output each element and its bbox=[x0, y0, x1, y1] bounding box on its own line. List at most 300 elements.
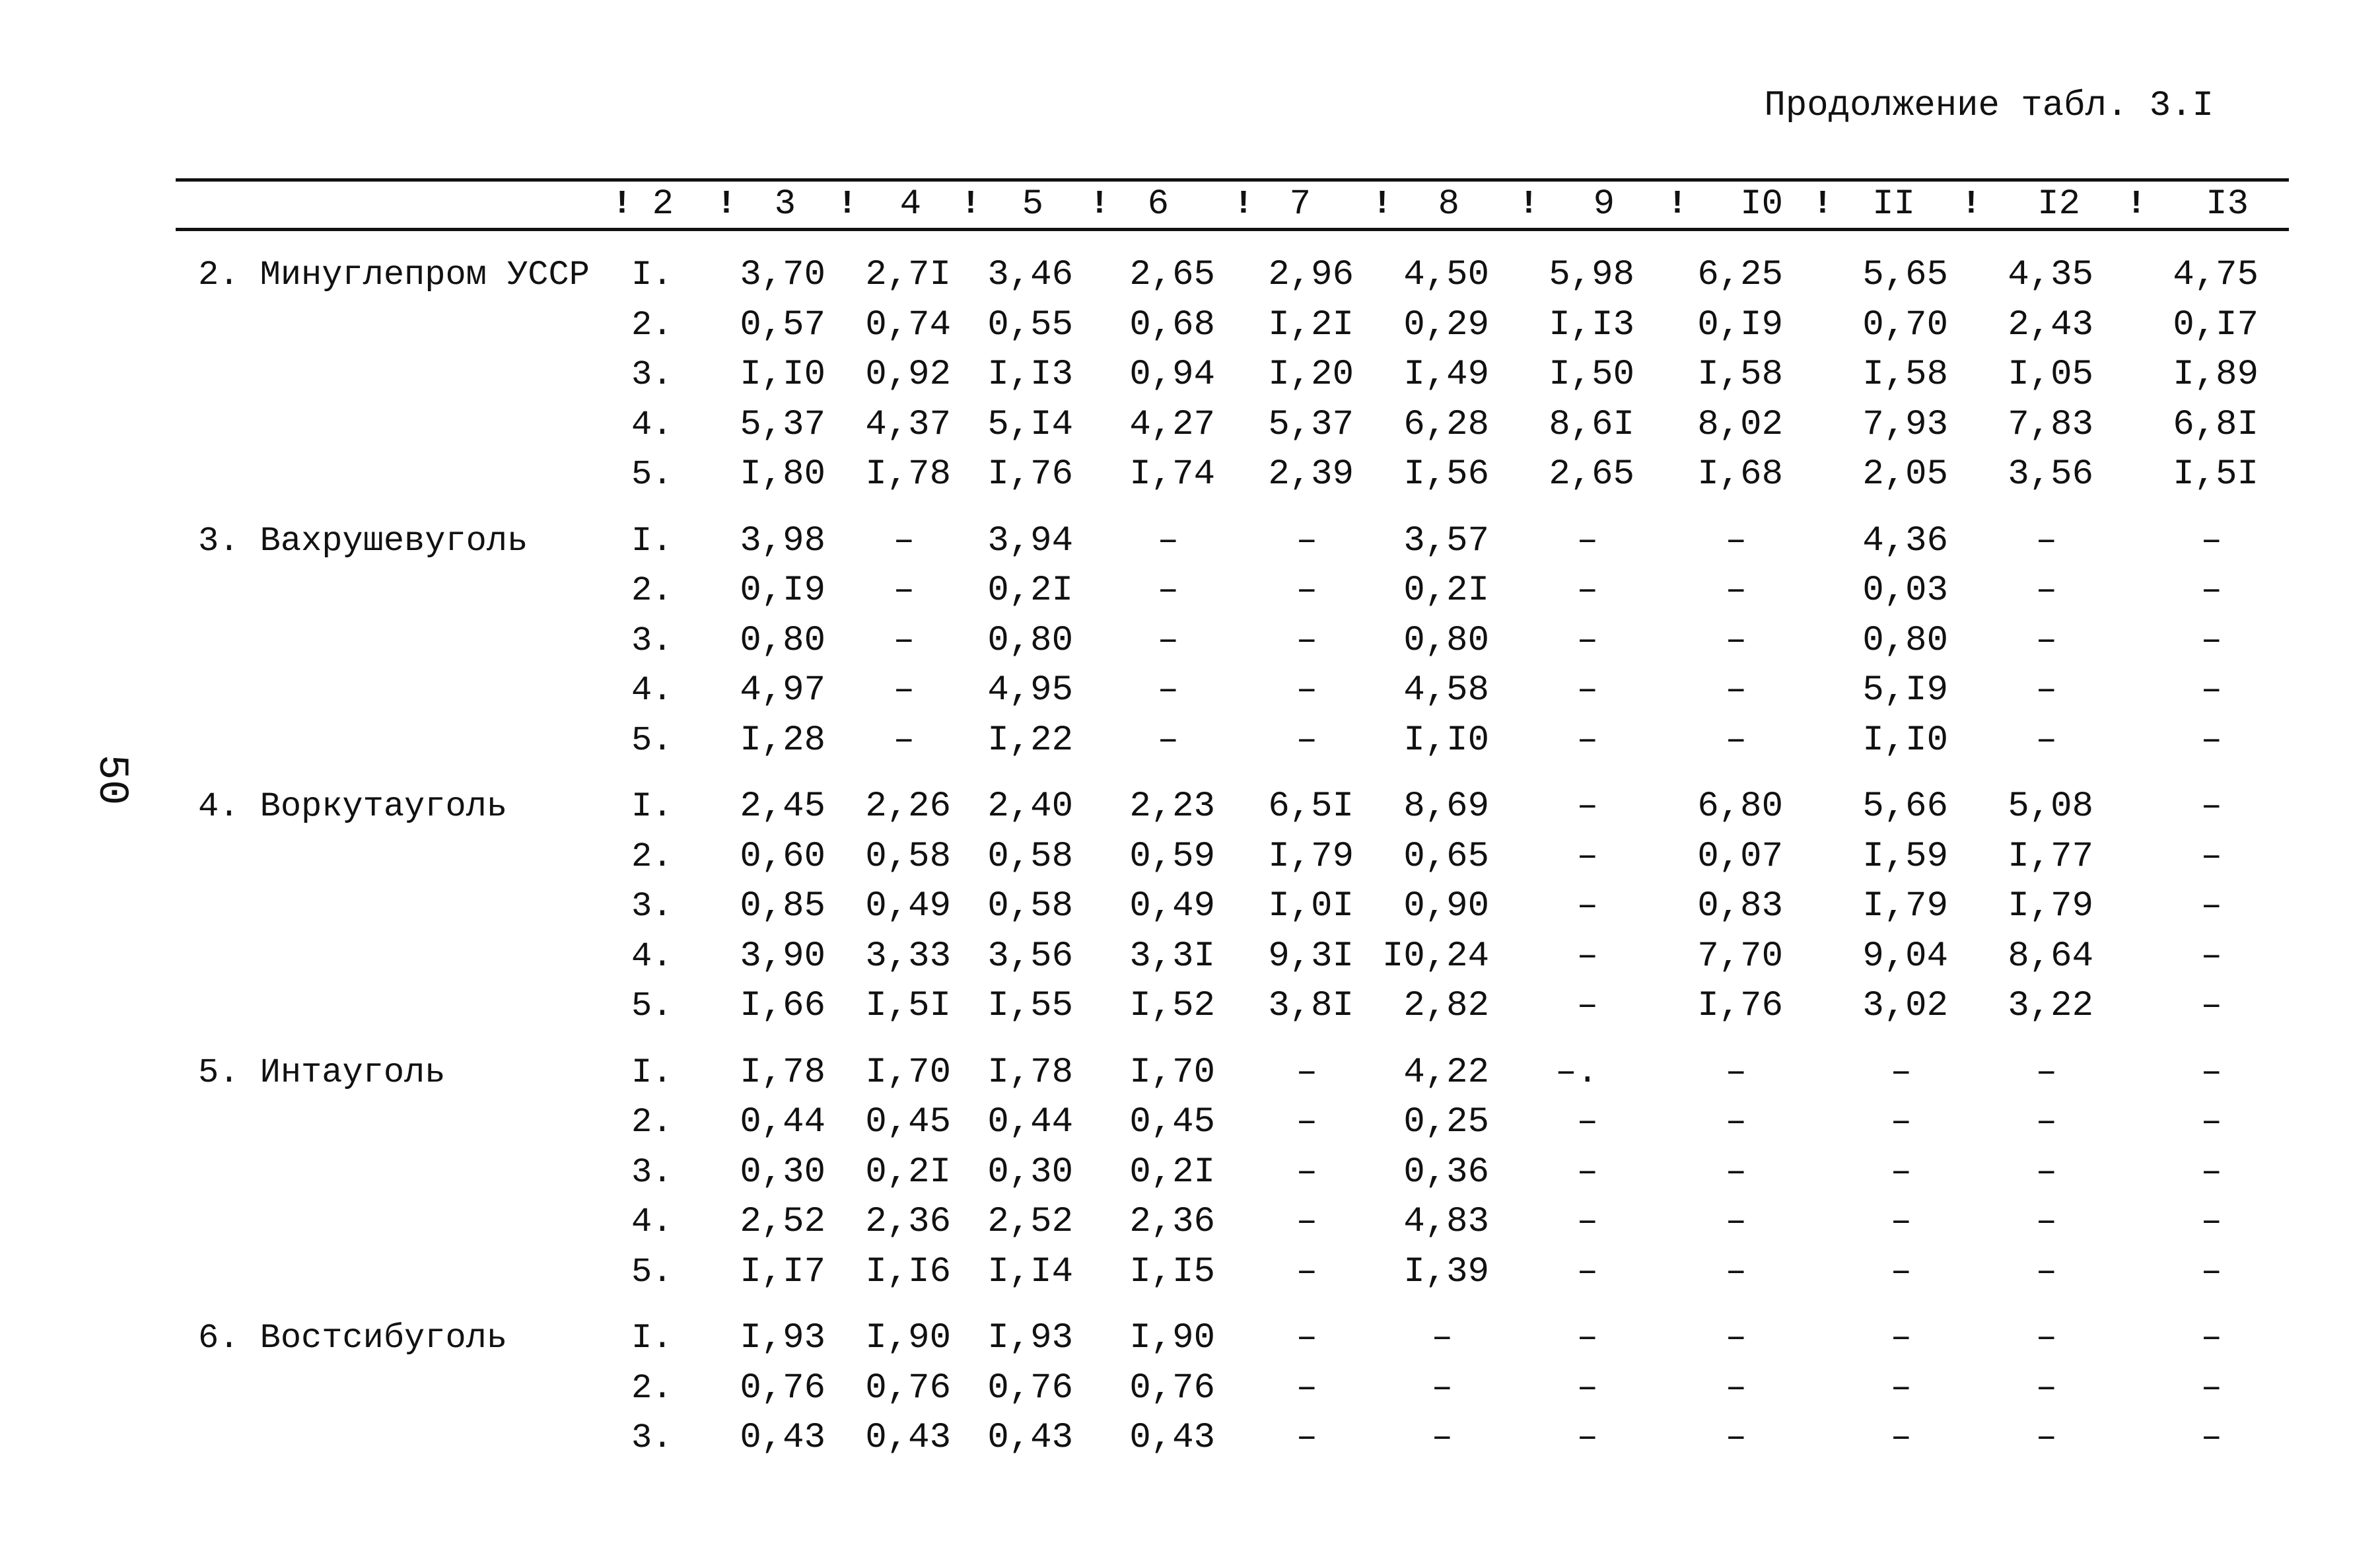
table-cell: I,50 bbox=[1549, 355, 1634, 395]
table-cell: I,80 bbox=[740, 454, 825, 495]
table-cell: 0,44 bbox=[987, 1102, 1073, 1142]
table-cell: – bbox=[1725, 1251, 1747, 1292]
table-cell: 0,2I bbox=[1129, 1152, 1215, 1193]
table-cell: 2,65 bbox=[1549, 454, 1634, 495]
table-cell: – bbox=[1576, 936, 1598, 977]
table-cell: – bbox=[1725, 1202, 1747, 1242]
table-cell: – bbox=[1890, 1152, 1912, 1193]
table-cell: I,89 bbox=[2173, 355, 2258, 395]
table-cell: – bbox=[1576, 571, 1598, 611]
table-cell: 8,69 bbox=[1403, 786, 1489, 827]
table-cell: – bbox=[1725, 1368, 1747, 1408]
table-cell: – bbox=[2200, 886, 2222, 926]
table-cell: I,2I bbox=[1268, 304, 1354, 345]
table-cell: 0,90 bbox=[1403, 886, 1489, 926]
table-cell: I,90 bbox=[1129, 1318, 1215, 1358]
table-cell: I,79 bbox=[1268, 836, 1354, 877]
table-cell: 6,28 bbox=[1403, 404, 1489, 445]
row-number: 5. bbox=[631, 987, 673, 1025]
table-cell: 0,I7 bbox=[2173, 304, 2258, 345]
table-cell: 2,52 bbox=[740, 1202, 825, 1242]
table-cell: – bbox=[2200, 1318, 2222, 1358]
page-number: 50 bbox=[87, 754, 135, 806]
row-number: I. bbox=[631, 1319, 673, 1358]
table-cell: 5,37 bbox=[740, 404, 825, 445]
table-cell: 0,58 bbox=[865, 836, 951, 877]
row-number: 2. bbox=[631, 837, 673, 876]
table-cell: 0,58 bbox=[987, 886, 1073, 926]
table-cell: I,70 bbox=[1129, 1052, 1215, 1093]
table-cell: 0,43 bbox=[1129, 1418, 1215, 1458]
column-header-4: 4 bbox=[899, 184, 921, 225]
table-cell: I,59 bbox=[1862, 836, 1948, 877]
table-cell: 4,37 bbox=[865, 404, 951, 445]
table-cell: – bbox=[1296, 1318, 1317, 1358]
table-cell: 4,35 bbox=[2008, 255, 2093, 295]
table-cell: – bbox=[1431, 1368, 1453, 1408]
table-cell: – bbox=[1725, 620, 1747, 661]
table-cell: 9,3I bbox=[1268, 936, 1354, 977]
table-cell: – bbox=[1725, 1152, 1747, 1193]
table-cell: 4,22 bbox=[1403, 1052, 1489, 1093]
table-cell: – bbox=[2200, 520, 2222, 561]
table-cell: 2,52 bbox=[987, 1202, 1073, 1242]
table-cell: 2,7I bbox=[865, 255, 951, 295]
table-cell: – bbox=[2200, 936, 2222, 977]
table-cell: I,39 bbox=[1403, 1251, 1489, 1292]
table-cell: – bbox=[2200, 670, 2222, 711]
group-title: 6. Востсибуголь bbox=[198, 1319, 508, 1358]
group-title: 5. Интауголь bbox=[198, 1053, 446, 1092]
column-separator: ! bbox=[1813, 186, 1833, 223]
table-cell: 3,46 bbox=[987, 255, 1073, 295]
table-cell: 0,29 bbox=[1403, 304, 1489, 345]
table-cell: 0,45 bbox=[865, 1102, 951, 1142]
table-cell: I,93 bbox=[987, 1318, 1073, 1358]
table-cell: – bbox=[1576, 670, 1598, 711]
table-cell: – bbox=[1296, 1251, 1317, 1292]
column-header-2: 2 bbox=[652, 184, 674, 225]
table-cell: I,58 bbox=[1862, 355, 1948, 395]
table-cell: – bbox=[1576, 836, 1598, 877]
group-title: 4. Воркутауголь bbox=[198, 787, 508, 826]
table-cell: I,I0 bbox=[740, 355, 825, 395]
row-number: 2. bbox=[631, 1368, 673, 1408]
table-cell: – bbox=[2200, 1152, 2222, 1193]
column-separator: ! bbox=[1961, 186, 1982, 223]
table-cell: – bbox=[1157, 520, 1179, 561]
table-cell: 0,I9 bbox=[740, 571, 825, 611]
table-cell: 0,55 bbox=[987, 304, 1073, 345]
table-cell: 7,93 bbox=[1862, 404, 1948, 445]
column-separator: ! bbox=[612, 186, 633, 223]
table-cell: 5,66 bbox=[1862, 786, 1948, 827]
table-cell: 3,56 bbox=[2008, 454, 2093, 495]
table-cell: I,90 bbox=[865, 1318, 951, 1358]
table-cell: – bbox=[1157, 720, 1179, 761]
table-cell: – bbox=[2035, 1418, 2057, 1458]
table-cell: 0,60 bbox=[740, 836, 825, 877]
table-cell: 0,85 bbox=[740, 886, 825, 926]
table-cell: I,76 bbox=[987, 454, 1073, 495]
table-cell: I,78 bbox=[987, 1052, 1073, 1093]
table-cell: – bbox=[1296, 1202, 1317, 1242]
table-cell: – bbox=[1576, 786, 1598, 827]
table-cell: 2,45 bbox=[740, 786, 825, 827]
table-cell: – bbox=[1157, 571, 1179, 611]
table-cell: I,77 bbox=[2008, 836, 2093, 877]
table-cell: – bbox=[1576, 1152, 1598, 1193]
table-cell: I,I3 bbox=[1549, 304, 1634, 345]
table-cell: – bbox=[1576, 1202, 1598, 1242]
table-cell: 0,80 bbox=[740, 620, 825, 661]
table-cell: 4,50 bbox=[1403, 255, 1489, 295]
table-cell: – bbox=[1576, 720, 1598, 761]
table-cell: I,76 bbox=[1697, 986, 1783, 1026]
table-cell: 3,94 bbox=[987, 520, 1073, 561]
column-header-7: 7 bbox=[1289, 184, 1311, 225]
table-cell: 0,57 bbox=[740, 304, 825, 345]
table-cell: – bbox=[893, 571, 915, 611]
table-cell: – bbox=[2035, 1102, 2057, 1142]
table-cell: I,I0 bbox=[1403, 720, 1489, 761]
table-cell: 0,49 bbox=[1129, 886, 1215, 926]
table-cell: 4,36 bbox=[1862, 520, 1948, 561]
table-cell: 2,65 bbox=[1129, 255, 1215, 295]
row-number: 4. bbox=[631, 405, 673, 444]
table-cell: 4,75 bbox=[2173, 255, 2258, 295]
table-cell: I,22 bbox=[987, 720, 1073, 761]
table-cell: 2,43 bbox=[2008, 304, 2093, 345]
table-cell: – bbox=[1576, 1251, 1598, 1292]
table-cell: 0,74 bbox=[865, 304, 951, 345]
table-cell: 2,40 bbox=[987, 786, 1073, 827]
group-title: 2. Минуглепром УССР bbox=[198, 256, 590, 295]
table-cell: 0,2I bbox=[987, 571, 1073, 611]
table-cell: – bbox=[2200, 986, 2222, 1026]
table-cell: – bbox=[2200, 1251, 2222, 1292]
column-header-5: 5 bbox=[1022, 184, 1043, 225]
table-cell: I,79 bbox=[2008, 886, 2093, 926]
table-cell: 0,94 bbox=[1129, 355, 1215, 395]
table-cell: – bbox=[1576, 986, 1598, 1026]
table-cell: 3,70 bbox=[740, 255, 825, 295]
row-number: 5. bbox=[631, 720, 673, 760]
column-separator: ! bbox=[1519, 186, 1539, 223]
table-cell: 3,90 bbox=[740, 936, 825, 977]
column-header-II: II bbox=[1872, 184, 1915, 225]
table-cell: I,I0 bbox=[1862, 720, 1948, 761]
table-cell: 7,70 bbox=[1697, 936, 1783, 977]
table-cell: I,78 bbox=[740, 1052, 825, 1093]
table-cell: – bbox=[2200, 1052, 2222, 1093]
table-cell: – bbox=[893, 620, 915, 661]
table-cell: I,I6 bbox=[865, 1251, 951, 1292]
table-cell: – bbox=[1725, 670, 1747, 711]
table-cell: – bbox=[1296, 1368, 1317, 1408]
table-cell: 4,95 bbox=[987, 670, 1073, 711]
table-cell: I,56 bbox=[1403, 454, 1489, 495]
table-cell: – bbox=[2200, 620, 2222, 661]
table-cell: – bbox=[1890, 1418, 1912, 1458]
table-cell: 0,49 bbox=[865, 886, 951, 926]
table-cell: – bbox=[1296, 520, 1317, 561]
table-cell: – bbox=[1157, 620, 1179, 661]
table-cell: – bbox=[1431, 1318, 1453, 1358]
table-cell: 0,44 bbox=[740, 1102, 825, 1142]
table-cell: – bbox=[1576, 520, 1598, 561]
row-number: 3. bbox=[631, 355, 673, 394]
table-cell: 6,25 bbox=[1697, 255, 1783, 295]
table-cell: I,I4 bbox=[987, 1251, 1073, 1292]
column-header-I0: I0 bbox=[1740, 184, 1783, 225]
table-cell: I,78 bbox=[865, 454, 951, 495]
table-cell: 0,36 bbox=[1403, 1152, 1489, 1193]
row-number: 2. bbox=[631, 1103, 673, 1142]
table-header-rule bbox=[176, 228, 2289, 231]
table-cell: – bbox=[2035, 520, 2057, 561]
table-cell: 8,64 bbox=[2008, 936, 2093, 977]
table-cell: 0,76 bbox=[865, 1368, 951, 1408]
table-cell: I,93 bbox=[740, 1318, 825, 1358]
table-cell: – bbox=[1296, 571, 1317, 611]
table-cell: – bbox=[2035, 670, 2057, 711]
table-cell: – bbox=[1576, 886, 1598, 926]
column-separator: ! bbox=[1667, 186, 1688, 223]
table-cell: – bbox=[1296, 720, 1317, 761]
table-cell: 4,58 bbox=[1403, 670, 1489, 711]
row-number: I. bbox=[631, 256, 673, 295]
table-cell: 0,43 bbox=[865, 1418, 951, 1458]
table-cell: I,52 bbox=[1129, 986, 1215, 1026]
table-cell: 5,I4 bbox=[987, 404, 1073, 445]
table-cell: – bbox=[2200, 1202, 2222, 1242]
table-cell: I,28 bbox=[740, 720, 825, 761]
table-cell: 2,26 bbox=[865, 786, 951, 827]
table-cell: 8,6I bbox=[1549, 404, 1634, 445]
table-cell: – bbox=[1890, 1202, 1912, 1242]
table-cell: 0,43 bbox=[740, 1418, 825, 1458]
table-cell: 4,97 bbox=[740, 670, 825, 711]
row-number: 5. bbox=[631, 455, 673, 494]
table-cell: 6,80 bbox=[1697, 786, 1783, 827]
table-cell: 3,98 bbox=[740, 520, 825, 561]
table-cell: I,0I bbox=[1268, 886, 1354, 926]
table-cell: 0,80 bbox=[1862, 620, 1948, 661]
table-cell: – bbox=[1890, 1368, 1912, 1408]
table-cell: – bbox=[1576, 1318, 1598, 1358]
column-header-3: 3 bbox=[774, 184, 796, 225]
table-cell: I,66 bbox=[740, 986, 825, 1026]
table-cell: I,58 bbox=[1697, 355, 1783, 395]
table-cell: – bbox=[1725, 1418, 1747, 1458]
column-separator: ! bbox=[961, 186, 981, 223]
column-header-I3: I3 bbox=[2206, 184, 2249, 225]
table-cell: 4,83 bbox=[1403, 1202, 1489, 1242]
table-cell: 5,08 bbox=[2008, 786, 2093, 827]
table-cell: – bbox=[2200, 1102, 2222, 1142]
table-cell: – bbox=[2035, 620, 2057, 661]
table-cell: – bbox=[1296, 1052, 1317, 1093]
table-cell: – bbox=[2035, 571, 2057, 611]
table-cell: I,68 bbox=[1697, 454, 1783, 495]
table-cell: 3,02 bbox=[1862, 986, 1948, 1026]
row-number: I. bbox=[631, 521, 673, 561]
row-number: 5. bbox=[631, 1252, 673, 1292]
table-cell: I,05 bbox=[2008, 355, 2093, 395]
table-cell: 0,30 bbox=[740, 1152, 825, 1193]
table-cell: I,55 bbox=[987, 986, 1073, 1026]
table-cell: – bbox=[1431, 1418, 1453, 1458]
table-cell: – bbox=[893, 670, 915, 711]
table-cell: – bbox=[1296, 620, 1317, 661]
table-cell: 0,76 bbox=[987, 1368, 1073, 1408]
table-cell: 0,03 bbox=[1862, 571, 1948, 611]
table-cell: I,20 bbox=[1268, 355, 1354, 395]
table-cell: 3,56 bbox=[987, 936, 1073, 977]
table-cell: – bbox=[1576, 1102, 1598, 1142]
column-separator: ! bbox=[2126, 186, 2147, 223]
row-number: 3. bbox=[631, 621, 673, 660]
table-cell: I,I5 bbox=[1129, 1251, 1215, 1292]
table-cell: – bbox=[2035, 1251, 2057, 1292]
table-cell: I0,24 bbox=[1382, 936, 1489, 977]
row-number: 2. bbox=[631, 305, 673, 345]
table-cell: 5,I9 bbox=[1862, 670, 1948, 711]
column-header-I2: I2 bbox=[2037, 184, 2080, 225]
table-cell: 2,36 bbox=[865, 1202, 951, 1242]
table-cell: 2,05 bbox=[1862, 454, 1948, 495]
group-title: 3. Вахрушевуголь bbox=[198, 521, 528, 561]
table-cell: 0,I9 bbox=[1697, 304, 1783, 345]
table-cell: I,79 bbox=[1862, 886, 1948, 926]
table-cell: I,5I bbox=[865, 986, 951, 1026]
table-cell: – bbox=[893, 720, 915, 761]
column-header-6: 6 bbox=[1147, 184, 1169, 225]
row-number: 3. bbox=[631, 1418, 673, 1457]
table-cell: – bbox=[2200, 571, 2222, 611]
table-cell: 0,76 bbox=[740, 1368, 825, 1408]
table-cell: 0,58 bbox=[987, 836, 1073, 877]
table-cell: 0,2I bbox=[865, 1152, 951, 1193]
table-cell: 0,80 bbox=[1403, 620, 1489, 661]
table-cell: 0,30 bbox=[987, 1152, 1073, 1193]
table-cell: 0,80 bbox=[987, 620, 1073, 661]
row-number: 3. bbox=[631, 1152, 673, 1192]
table-cell: – bbox=[2200, 1368, 2222, 1408]
row-number: 4. bbox=[631, 936, 673, 976]
table-cell: I,49 bbox=[1403, 355, 1489, 395]
row-number: I. bbox=[631, 787, 673, 826]
table-cell: 0,70 bbox=[1862, 304, 1948, 345]
table-cell: 8,02 bbox=[1697, 404, 1783, 445]
table-cell: I,74 bbox=[1129, 454, 1215, 495]
continuation-caption: Продолжение табл. 3.I bbox=[1764, 86, 2214, 126]
table-cell: 2,82 bbox=[1403, 986, 1489, 1026]
table-cell: 0,2I bbox=[1403, 571, 1489, 611]
table-cell: 3,8I bbox=[1268, 986, 1354, 1026]
table-cell: 5,37 bbox=[1268, 404, 1354, 445]
row-number: 3. bbox=[631, 887, 673, 926]
table-cell: 3,57 bbox=[1403, 520, 1489, 561]
table-cell: 0,25 bbox=[1403, 1102, 1489, 1142]
row-number: 4. bbox=[631, 671, 673, 710]
table-cell: – bbox=[2200, 1418, 2222, 1458]
table-cell: 0,68 bbox=[1129, 304, 1215, 345]
table-cell: – bbox=[1725, 720, 1747, 761]
table-cell: – bbox=[1725, 520, 1747, 561]
table-cell: – bbox=[1725, 1318, 1747, 1358]
table-cell: 3,33 bbox=[865, 936, 951, 977]
table-cell: – bbox=[2035, 720, 2057, 761]
table-cell: – bbox=[1725, 571, 1747, 611]
table-cell: – bbox=[1296, 1102, 1317, 1142]
table-cell: – bbox=[1725, 1102, 1747, 1142]
table-cell: I,I7 bbox=[740, 1251, 825, 1292]
table-cell: I,5I bbox=[2173, 454, 2258, 495]
table-cell: I,I3 bbox=[987, 355, 1073, 395]
table-cell: – bbox=[2200, 786, 2222, 827]
table-cell: – bbox=[1890, 1052, 1912, 1093]
table-cell: 0,83 bbox=[1697, 886, 1783, 926]
row-number: 2. bbox=[631, 571, 673, 610]
column-header-8: 8 bbox=[1438, 184, 1459, 225]
table-cell: 2,39 bbox=[1268, 454, 1354, 495]
table-cell: – bbox=[1576, 1368, 1598, 1408]
table-cell: 0,59 bbox=[1129, 836, 1215, 877]
column-separator: ! bbox=[1372, 186, 1393, 223]
table-cell: – bbox=[2035, 1052, 2057, 1093]
column-separator: ! bbox=[1234, 186, 1254, 223]
table-cell: 6,5I bbox=[1268, 786, 1354, 827]
table-cell: – bbox=[1576, 620, 1598, 661]
table-cell: 3,3I bbox=[1129, 936, 1215, 977]
column-separator: ! bbox=[1090, 186, 1110, 223]
table-cell: – bbox=[2200, 836, 2222, 877]
table-cell: – bbox=[2035, 1318, 2057, 1358]
table-cell: – bbox=[1890, 1251, 1912, 1292]
table-cell: 7,83 bbox=[2008, 404, 2093, 445]
table-cell: 0,92 bbox=[865, 355, 951, 395]
table-cell: – bbox=[1576, 1418, 1598, 1458]
table-cell: – bbox=[1725, 1052, 1747, 1093]
table-cell: 0,45 bbox=[1129, 1102, 1215, 1142]
table-cell: 5,98 bbox=[1549, 255, 1634, 295]
table-top-rule bbox=[176, 178, 2289, 182]
column-separator: ! bbox=[837, 186, 858, 223]
table-cell: 6,8I bbox=[2173, 404, 2258, 445]
table-cell: 3,22 bbox=[2008, 986, 2093, 1026]
table-cell: 9,04 bbox=[1862, 936, 1948, 977]
table-cell: – bbox=[1890, 1318, 1912, 1358]
table-cell: 2,36 bbox=[1129, 1202, 1215, 1242]
table-cell: – bbox=[1157, 670, 1179, 711]
table-cell: – bbox=[893, 520, 915, 561]
column-separator: ! bbox=[717, 186, 737, 223]
table-cell: – bbox=[2035, 1368, 2057, 1408]
row-number: 4. bbox=[631, 1202, 673, 1241]
table-cell: – bbox=[1890, 1102, 1912, 1142]
table-cell: –. bbox=[1555, 1052, 1598, 1093]
table-cell: 0,76 bbox=[1129, 1368, 1215, 1408]
table-cell: 0,65 bbox=[1403, 836, 1489, 877]
table-cell: 2,96 bbox=[1268, 255, 1354, 295]
table-cell: – bbox=[2035, 1202, 2057, 1242]
table-cell: 0,07 bbox=[1697, 836, 1783, 877]
column-header-9: 9 bbox=[1593, 184, 1615, 225]
table-cell: – bbox=[1296, 1152, 1317, 1193]
table-cell: – bbox=[1296, 670, 1317, 711]
